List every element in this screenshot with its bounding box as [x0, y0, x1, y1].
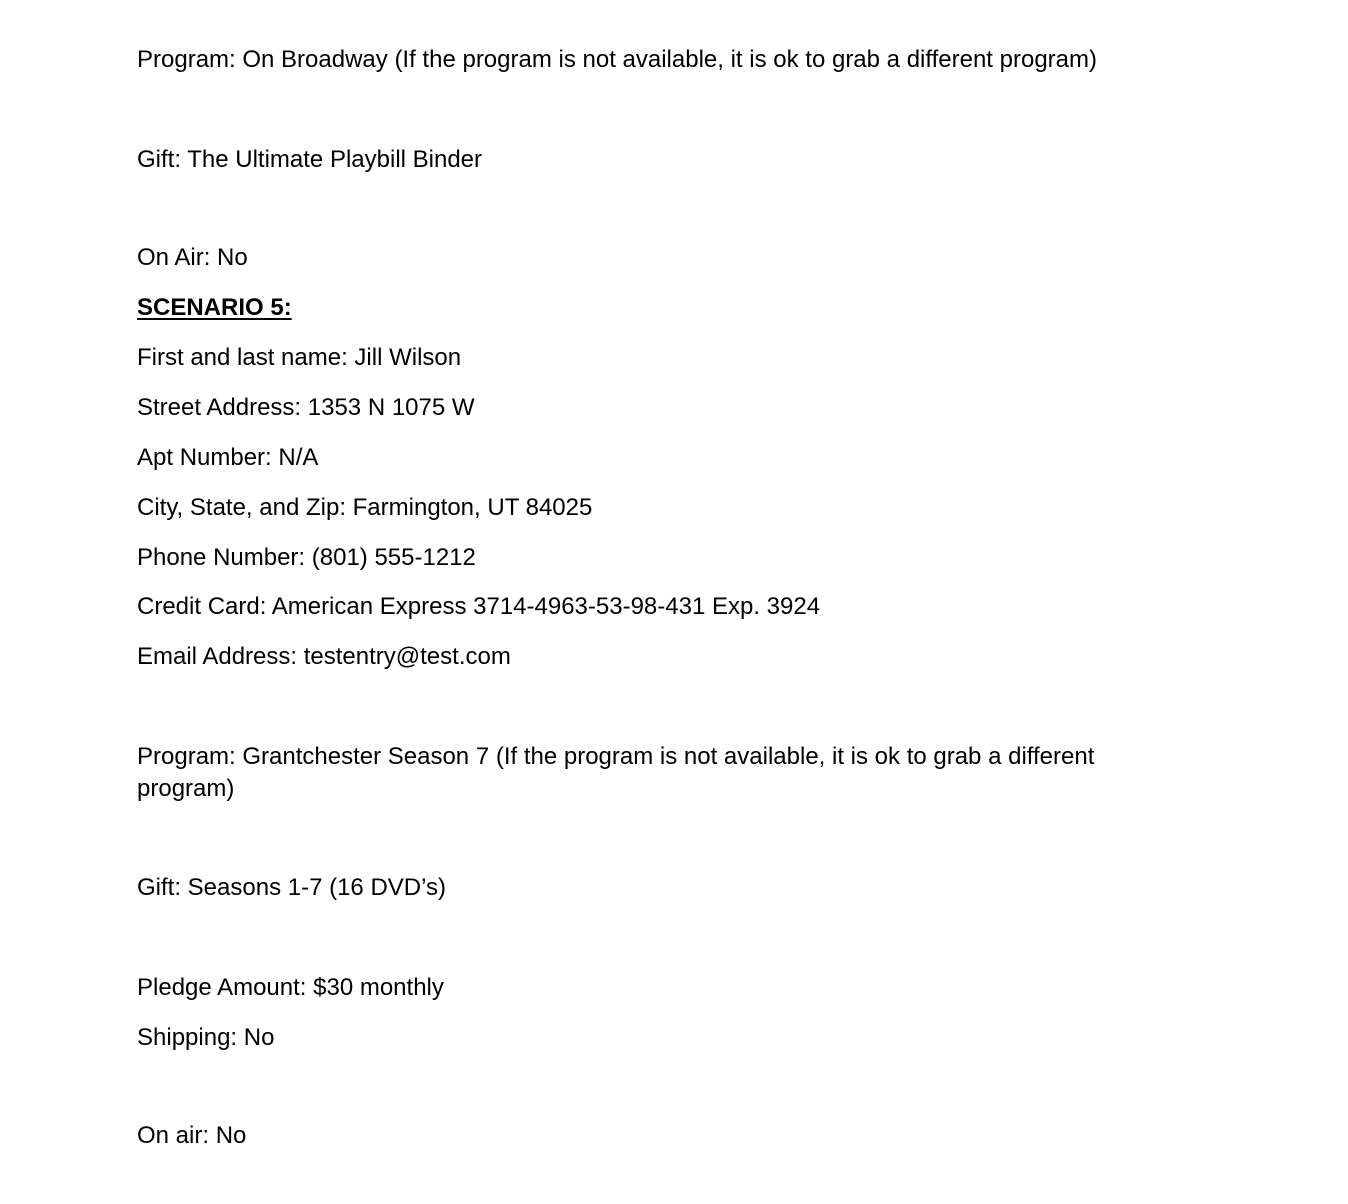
street-address-line: Street Address: 1353 N 1075 W: [137, 394, 475, 421]
pledge-amount-line: Pledge Amount: $30 monthly: [137, 974, 444, 1001]
phone-number-line: Phone Number: (801) 555-1212: [137, 544, 476, 571]
credit-card-line: Credit Card: American Express 3714-4963-53-98-431 Exp. 3924: [137, 593, 821, 620]
shipping-line: Shipping: No: [137, 1024, 275, 1051]
on-air-line: On Air: No: [137, 244, 248, 271]
name-line: First and last name: Jill Wilson: [137, 344, 462, 371]
scenario-gift-line: Gift: Seasons 1-7 (16 DVD’s): [137, 874, 447, 901]
apt-number-line: Apt Number: N/A: [137, 444, 319, 471]
scenario-heading: SCENARIO 5:: [137, 294, 292, 321]
scenario-program-line: Program: Grantchester Season 7 (If the program is not available, it is ok to grab a different program): [137, 743, 1095, 802]
email-address-line: Email Address: testentry@test.com: [137, 643, 511, 670]
program-line: Program: On Broadway (If the program is not available, it is ok to grab a different program): [137, 46, 1097, 73]
gift-line: Gift: The Ultimate Playbill Binder: [137, 146, 483, 173]
city-state-zip-line: City, State, and Zip: Farmington, UT 84025: [137, 494, 593, 521]
scenario-on-air-line: On air: No: [137, 1122, 247, 1149]
